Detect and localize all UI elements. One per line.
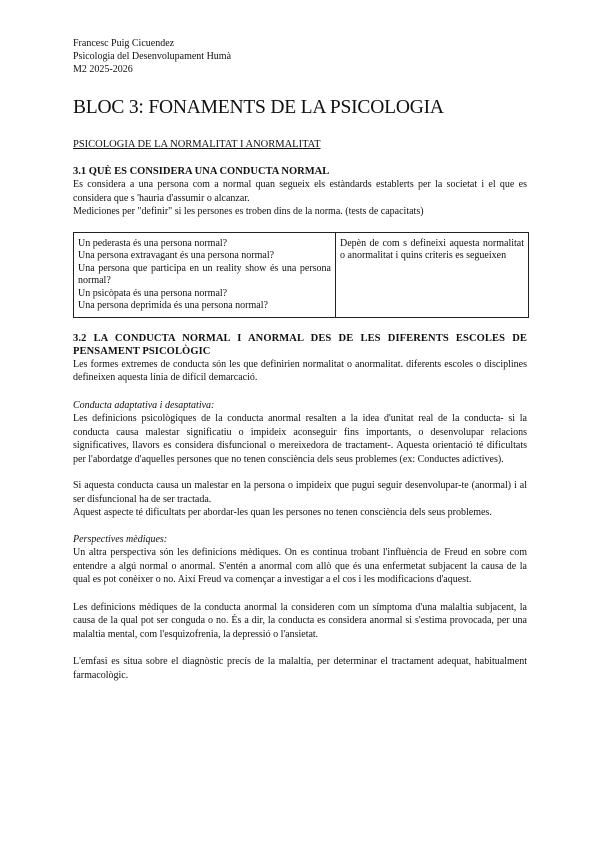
answer-text: Depèn de com s defineixi aquesta normalitat o anormalitat i quins criteris es segueixen — [340, 237, 524, 261]
paragraph-medical-2: Les definicions mèdiques de la conducta anormal la consideren com un símptoma d'una malaltia subjacent, la causa de la qual pot ser conguda o no. És a dir, la conducta es considera anormal si s'estima provocada, per una malaltia mental, com l'esquizofrenia, la depressió o l'ansietat. — [73, 601, 527, 640]
heading-3-2: 3.2 LA CONDUCTA NORMAL I ANORMAL DES DE LES DIFERENTS ESCOLES DE PENSAMENT PSICOLÒGIC — [73, 332, 527, 357]
author-name: Francesc Puig Cicuendez — [73, 38, 175, 49]
paragraph-medical-1: Un altra perspectiva són les definicions mèdiques. On es continua trobant l'influència de Freud en sobre com entendre a algú normal o anormal. S'entén a anormal com allò que és una enfermetat subjacent la causa de la qual es pot conèixer o no. Així Freud va començar a investigar a el cos i les modificacions d'aquest. — [73, 547, 527, 585]
question-item: Un pederasta és una persona normal? — [78, 237, 228, 249]
paragraph-3-1-b: Mediciones per "definir" si les persones es troben dins de la norma. (tests de capacitats) — [73, 206, 424, 217]
document-title: BLOC 3: FONAMENTS DE LA PSICOLOGIA — [73, 97, 444, 118]
paragraph-adaptive-1: Les definicions psicològiques de la conducta anormal resalten a la idea d'unitat real de la conducta- si la conducta causa malestar significatiu o impideix aconseguir fins importants, o desenvolupar relacions significatives, llavors es considera disfuncional o mereixedora de tractament-. Aquesta orientació té dificultats per l'abordatge d'aquelles persones que no tenen consciència dels seus problemes (ex: Conductes adictives). — [73, 413, 527, 465]
document-page — [73, 37, 527, 682]
paragraph-medical-3: L'emfasi es situa sobre el diagnòstic precís de la malaltia, per determinar el tractament adequat, habitualment farmacològic. — [73, 656, 527, 681]
section-title: PSICOLOGIA DE LA NORMALITAT I ANORMALITAT — [73, 139, 321, 150]
questions-table — [73, 232, 529, 318]
question-item: Una persona que participa en un reality show és una persona normal? — [78, 262, 331, 286]
paragraph-3-1-a: Es considera a una persona com a normal quan segueix els estàndards establerts per la societat i el que es considera que s 'hauria d'assumir o alcanzar. — [73, 179, 527, 204]
paragraph-adaptive-2: Si aquesta conducta causa un malestar en la persona o impideix que pugui seguir desenvolupar-te (anormal) i al ser disfuncional ha de ser tractada. — [73, 480, 527, 505]
subheading-medical: Perspectives mèdiques: — [73, 533, 168, 545]
answer-cell — [336, 232, 529, 317]
question-item: Una persona deprimida és una persona normal? — [78, 300, 268, 311]
paragraph-adaptive-3: Aquest aspecte té dificultats per abordar-les quan les persones no tenen consciència dels seus problemes. — [73, 507, 492, 518]
question-item: Un psicòpata és una persona normal? — [78, 287, 228, 299]
paragraph-3-2-intro: Les formes extremes de conducta són les que definirien normalitat o anormalitat. diferents escoles o disciplines defineixen aquesta línia de difícil demarcació. — [73, 358, 527, 383]
heading-3-1: 3.1 QUÈ ES CONSIDERA UNA CONDUCTA NORMAL — [73, 166, 330, 177]
question-item: Una persona extravagant és una persona normal? — [78, 250, 275, 261]
course-name: Psicologia del Desenvolupament Humà — [73, 51, 232, 62]
questions-cell — [74, 232, 336, 317]
subheading-adaptive: Conducta adaptativa i desaptativa: — [73, 399, 215, 411]
course-group: M2 2025-2026 — [73, 64, 133, 75]
